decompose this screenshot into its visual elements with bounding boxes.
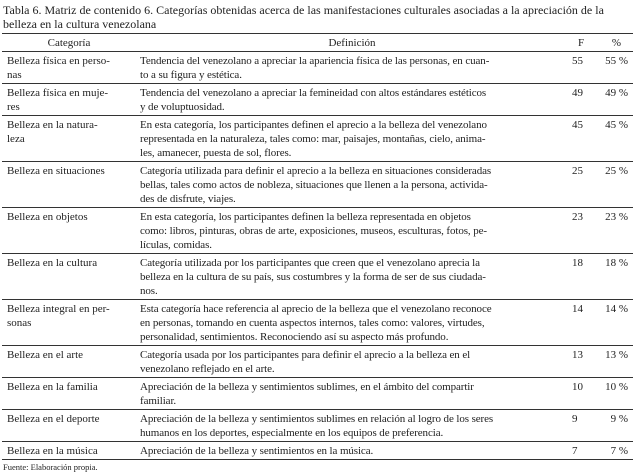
category-cell: Belleza en la natura- leza [2,116,136,162]
table-row [2,346,633,378]
definition-cell: Esta categoría hace referencia al aprecio de la belleza que el venezolano reconoce en personas, tomando en cuenta aspectos internos, tales como: valores, virtudes, personalidad, sentimientos. Reconociendo así su aspecto más profundo. [136,300,568,346]
header-definition: Definición [136,34,568,52]
percent-cell: 14 % [594,300,633,346]
definition-cell: Apreciación de la belleza y sentimientos en la música. [136,442,568,460]
percent-cell: 13 % [594,346,633,378]
category-cell: Belleza en la familia [2,378,136,410]
definition-cell: Categoría utilizada por los participantes que creen que el venezolano aprecia la belleza en la cultura de su país, sus costumbres y la forma de ser de sus ciudada- nos. [136,254,568,300]
table-row [2,378,633,410]
content-matrix-table [2,33,633,460]
frequency-cell: 7 [568,442,594,460]
definition-cell: En esta categoría, los participantes definen la belleza representada en objetos como: libros, pinturas, obras de arte, exposiciones, museos, esculturas, fotos, pe- lículas, comidas. [136,208,568,254]
header-row [2,34,633,52]
table-caption: Tabla 6. Matriz de contenido 6. Categorías obtenidas acerca de las manifestaciones culturales asociadas a la apreciación de la belleza en la cultura venezolana [3,3,604,31]
table-row [2,410,633,442]
percent-cell: 18 % [594,254,633,300]
table-row [2,162,633,208]
table-row [2,300,633,346]
category-cell: Belleza en el deporte [2,410,136,442]
category-cell: Belleza en objetos [2,208,136,254]
definition-cell: Tendencia del venezolano a apreciar la femineidad con altos estándares estéticos y de voluptuosidad. [136,84,568,116]
percent-cell: 23 % [594,208,633,254]
definition-cell: Tendencia del venezolano a apreciar la apariencia física de las personas, en cuan- to a su figura y estética. [136,52,568,84]
definition-cell: Categoría utilizada para definir el aprecio a la belleza en situaciones consideradas bellas, tales como actos de nobleza, situaciones que llenen a la persona, activida- des de disfrute, viajes. [136,162,568,208]
category-cell: Belleza física en muje- res [2,84,136,116]
category-cell: Belleza en la música [2,442,136,460]
header-percent: % [594,34,633,52]
percent-cell: 7 % [594,442,633,460]
category-cell: Belleza en la cultura [2,254,136,300]
table-row [2,52,633,84]
category-cell: Belleza física en perso- nas [2,52,136,84]
frequency-cell: 49 [568,84,594,116]
table-row [2,208,633,254]
percent-cell: 45 % [594,116,633,162]
frequency-cell: 9 [568,410,594,442]
definition-cell: En esta categoría, los participantes definen el aprecio a la belleza del venezolano representada en la naturaleza, tales como: mar, paisajes, montañas, cielo, anima- les, amanecer, puesta de sol, flores. [136,116,568,162]
source-note: Fuente: Elaboración propia. [3,462,98,472]
header-frequency: F [568,34,594,52]
frequency-cell: 23 [568,208,594,254]
category-cell: Belleza en el arte [2,346,136,378]
category-cell: Belleza integral en per- sonas [2,300,136,346]
frequency-cell: 18 [568,254,594,300]
percent-cell: 25 % [594,162,633,208]
frequency-cell: 45 [568,116,594,162]
table-row [2,254,633,300]
definition-cell: Categoría usada por los participantes para definir el aprecio a la belleza en el venezolano reflejado en el arte. [136,346,568,378]
frequency-cell: 10 [568,378,594,410]
header-category: Categoría [2,34,136,52]
frequency-cell: 13 [568,346,594,378]
percent-cell: 10 % [594,378,633,410]
frequency-cell: 55 [568,52,594,84]
table-row [2,116,633,162]
frequency-cell: 25 [568,162,594,208]
table-row [2,442,633,460]
percent-cell: 55 % [594,52,633,84]
table-row [2,84,633,116]
category-cell: Belleza en situaciones [2,162,136,208]
frequency-cell: 14 [568,300,594,346]
percent-cell: 49 % [594,84,633,116]
definition-cell: Apreciación de la belleza y sentimientos sublimes en relación al logro de los seres humanos en los deportes, especialmente en los equipos de preferencia. [136,410,568,442]
definition-cell: Apreciación de la belleza y sentimientos sublimes, en el ámbito del compartir familiar. [136,378,568,410]
percent-cell: 9 % [594,410,633,442]
